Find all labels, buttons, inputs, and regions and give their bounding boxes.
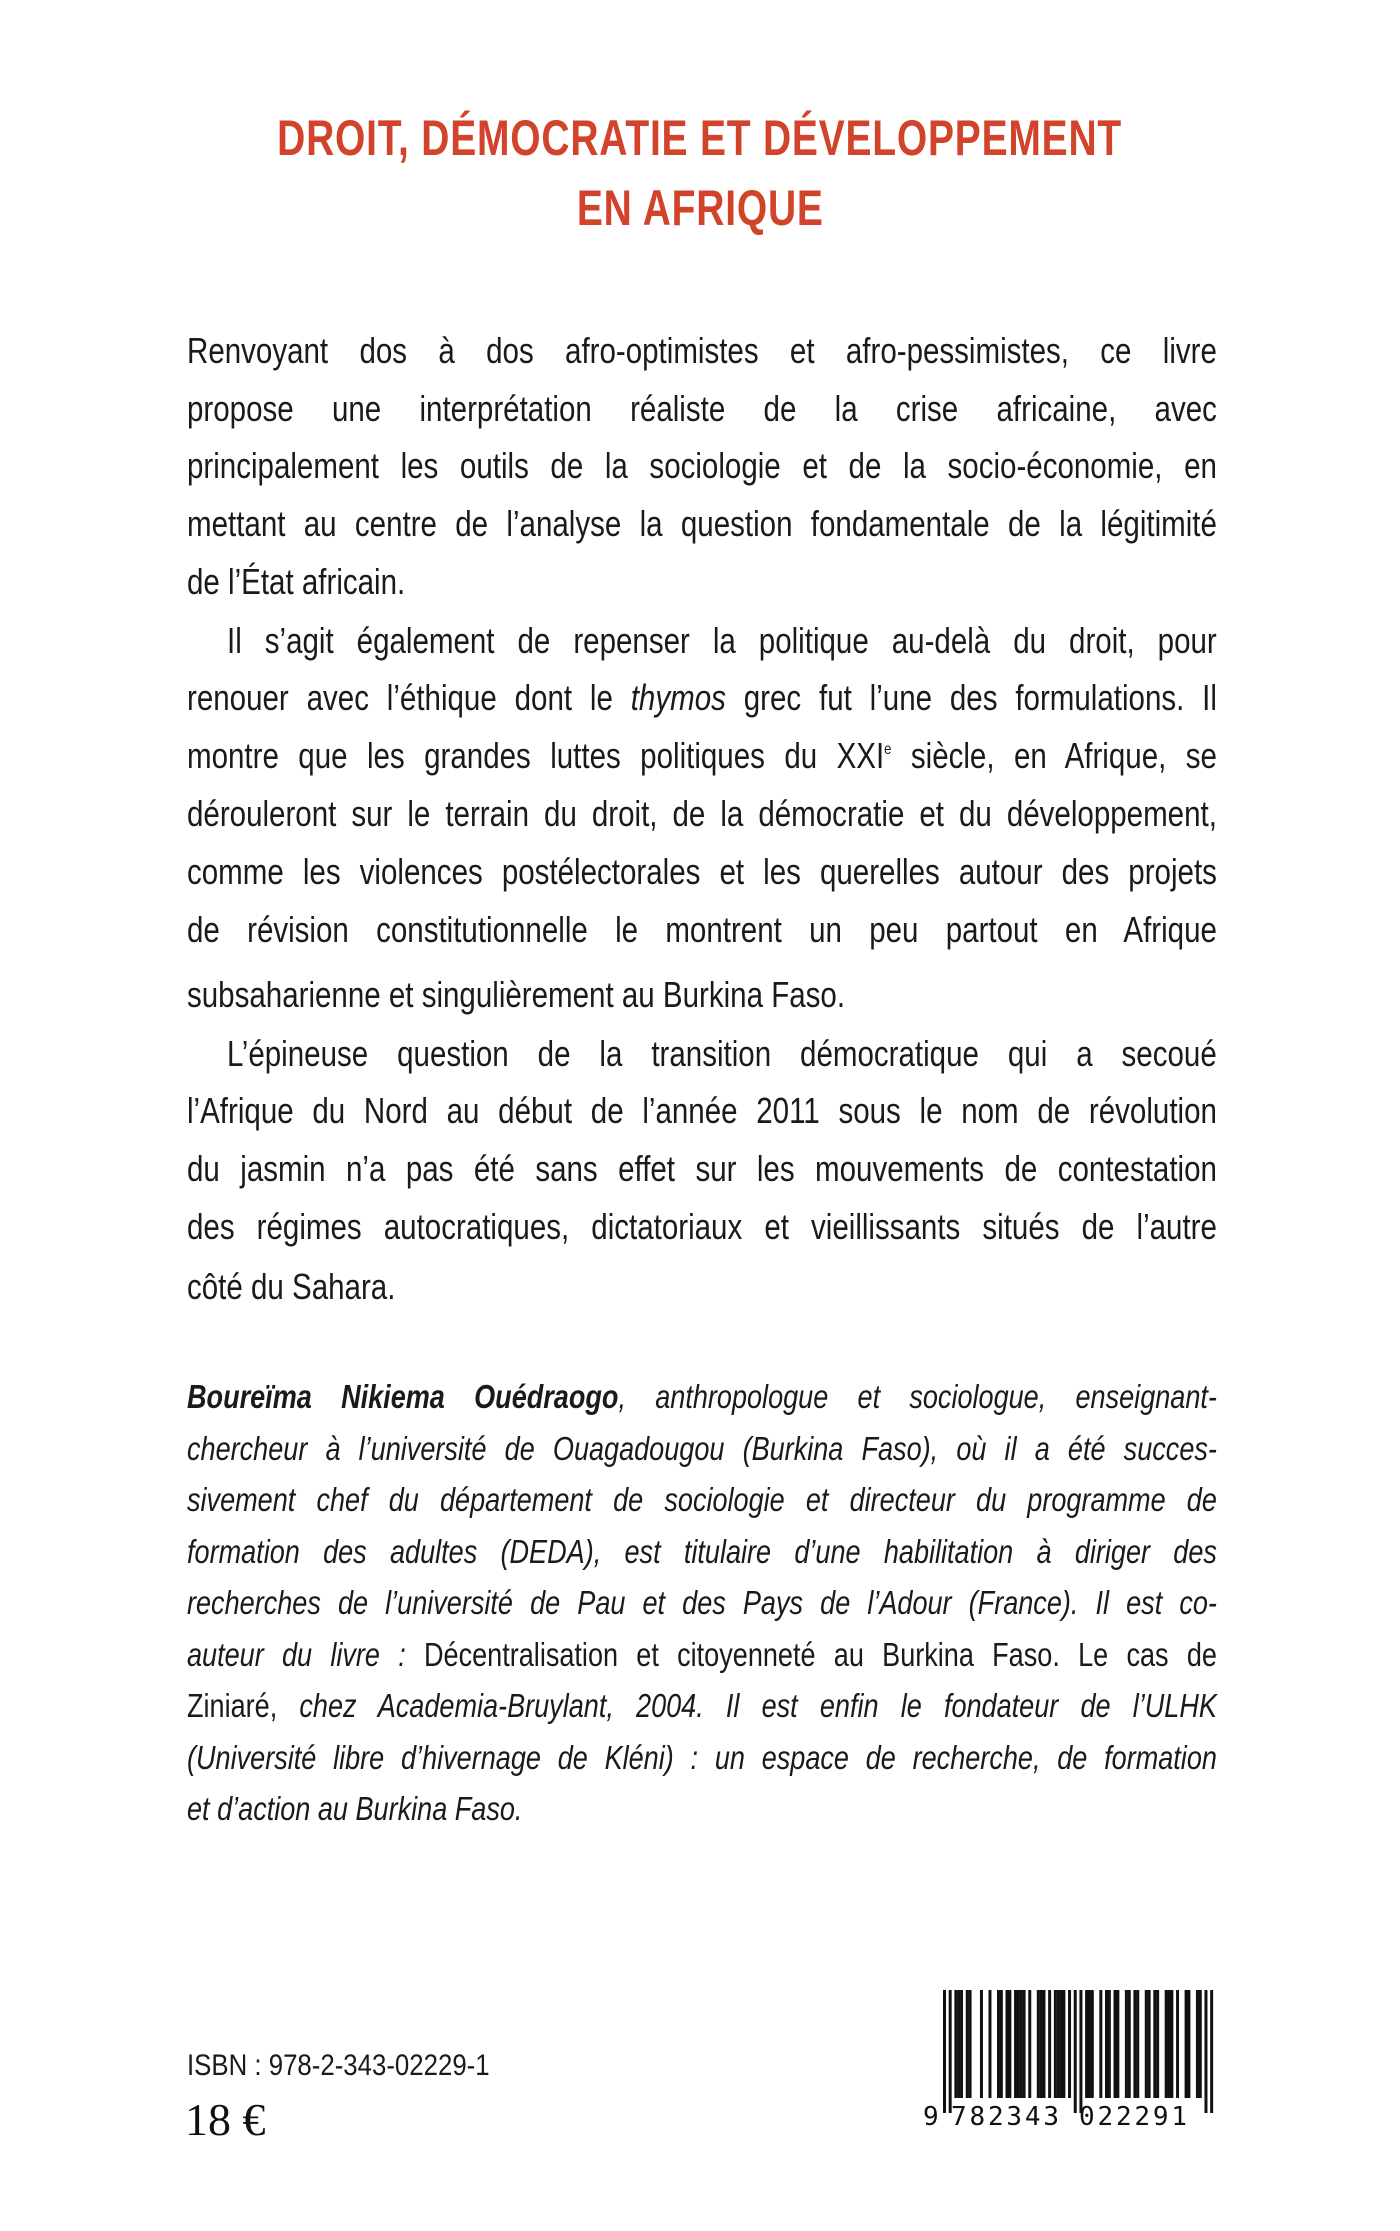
- italic-term: thymos: [630, 677, 726, 718]
- text-line: propose une interprétation réaliste de la crise africaine, avec: [187, 388, 1217, 429]
- bio-line: sivement chef du département de sociologie et directeur du programme de: [187, 1481, 1217, 1518]
- bio-line: chercheur à l’université de Ouagadougou (Burkina Faso), où il a été succes-: [187, 1430, 1217, 1467]
- text-line: principalement les outils de la sociologie et de la socio-économie, en: [187, 445, 1217, 486]
- barcode: [915, 1982, 1225, 2132]
- bio-line: formation des adultes (DEDA), est titulaire d’une habilitation à diriger des: [187, 1533, 1217, 1570]
- text-line: subsaharienne et singulièrement au Burkina Faso.: [187, 974, 846, 1015]
- text-line: L’épineuse question de la transition démocratique qui a secoué: [227, 1033, 1217, 1074]
- price-label: 18 €: [185, 2094, 266, 2145]
- text-line: dérouleront sur le terrain du droit, de la démocratie et du développement,: [187, 793, 1217, 834]
- book-reference: Décentralisation et citoyenneté au Burkina Faso. Le cas de: [405, 1636, 1217, 1673]
- superscript: e: [884, 741, 892, 758]
- author-name: Boureïma Nikiema Ouédraogo: [187, 1378, 619, 1415]
- bio-line: [187, 1686, 1217, 1726]
- text-line: [187, 676, 1217, 720]
- text-span: siècle, en Afrique, se: [891, 735, 1217, 776]
- text-line: du jasmin n’a pas été sans effet sur les mouvements de contestation: [187, 1148, 1217, 1189]
- book-title-line-2: [0, 180, 1400, 236]
- text-line: [187, 734, 1217, 778]
- barcode-right-digits: 022291: [1079, 2102, 1187, 2132]
- text-span: auteur du livre :: [187, 1636, 406, 1673]
- bio-line: [187, 1377, 1217, 1417]
- text-line: Renvoyant dos à dos afro-optimistes et afro-pessimistes, ce livre: [187, 330, 1217, 371]
- text-span: montre que les grandes luttes politiques du XXI: [187, 735, 885, 776]
- barcode-first-digit: 9: [923, 2102, 939, 2132]
- bio-line: [187, 1635, 1217, 1675]
- text-line: de révision constitutionnelle le montrent un peu partout en Afrique: [187, 909, 1217, 950]
- bio-line: et d’action au Burkina Faso.: [187, 1790, 523, 1827]
- text-line: côté du Sahara.: [187, 1266, 396, 1307]
- text-span: renouer avec l’éthique dont le: [187, 677, 631, 718]
- barcode-left-digits: 782343: [951, 2102, 1059, 2132]
- bio-line: recherches de l’université de Pau et des Pays de l’Adour (France). Il est co-: [187, 1584, 1217, 1621]
- title-text-2: EN AFRIQUE: [576, 180, 824, 236]
- bio-line: (Université libre d’hivernage de Kléni) : un espace de recherche, de formation: [187, 1739, 1217, 1776]
- text-line: de l’État africain.: [187, 561, 406, 602]
- title-text-1: DROIT, DÉMOCRATIE ET DÉVELOPPEMENT: [277, 110, 1123, 166]
- text-line: Il s’agit également de repenser la politique au-delà du droit, pour: [227, 620, 1217, 661]
- isbn-label: ISBN : 978-2-343-02229-1: [187, 2049, 490, 2082]
- text-line: comme les violences postélectorales et les querelles autour des projets: [187, 851, 1217, 892]
- text-span: , anthropologue et sociologue, enseignant-: [618, 1378, 1217, 1415]
- book-title-line-1: [0, 110, 1400, 166]
- text-line: mettant au centre de l’analyse la question fondamentale de la légitimité: [187, 503, 1217, 544]
- book-reference: Ziniaré,: [187, 1687, 278, 1724]
- text-line: l’Afrique du Nord au début de l’année 2011 sous le nom de révolution: [187, 1090, 1217, 1131]
- text-span: chez Academia-Bruylant, 2004. Il est enfin le fondateur de l’ULHK: [277, 1687, 1217, 1724]
- text-line: des régimes autocratiques, dictatoriaux et vieillissants situés de l’autre: [187, 1206, 1217, 1247]
- barcode-graphic: [915, 1982, 1225, 2132]
- text-span: grec fut l’une des formulations. Il: [725, 677, 1217, 718]
